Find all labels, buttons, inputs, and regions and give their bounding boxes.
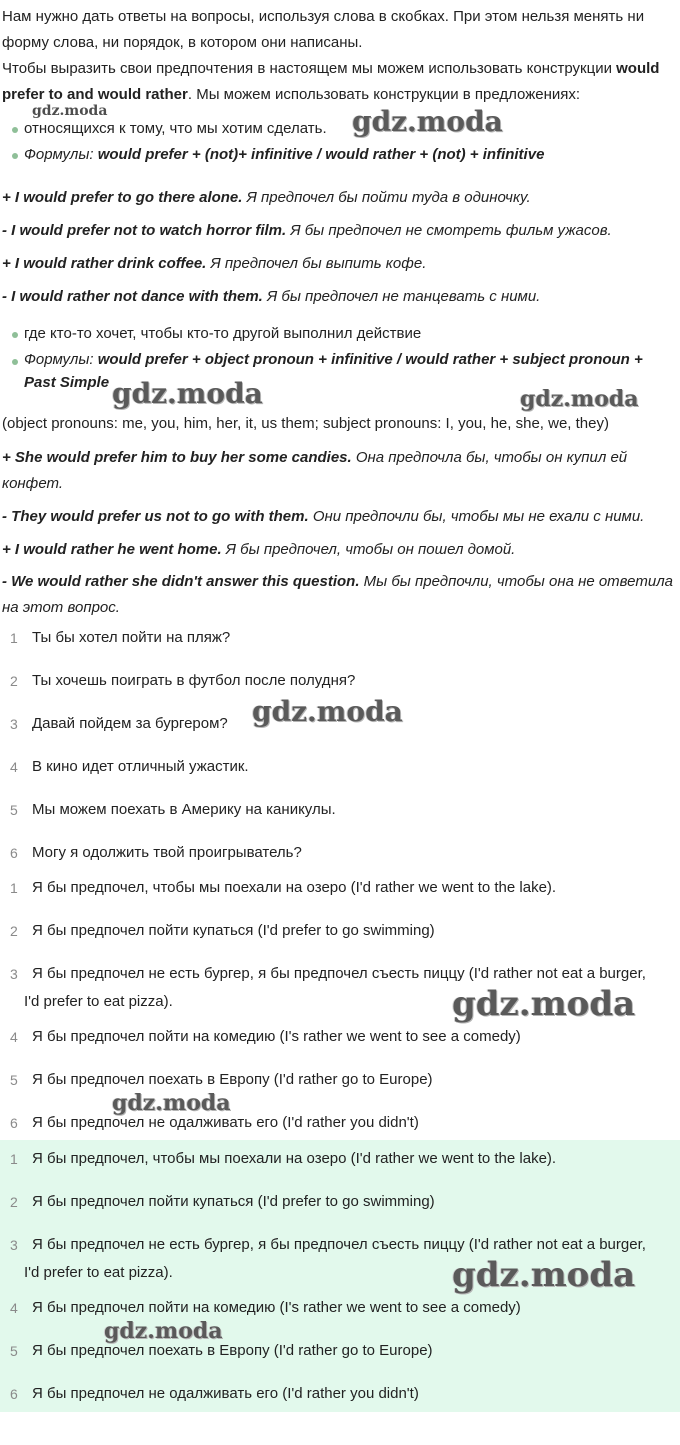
example-ru: Она предпочла бы, чтобы он купил ей конфет. xyxy=(2,449,628,492)
list-number: 2 xyxy=(10,1194,18,1210)
example-en: - They would prefer us not to go with them. xyxy=(2,508,309,525)
bullet-dot xyxy=(12,127,18,133)
list-number: 4 xyxy=(10,1029,18,1045)
answer-item: Я бы предпочел пойти купаться (I'd prefer to go swimming) xyxy=(32,922,435,939)
watermark-logo: gdz.moda xyxy=(32,103,108,119)
answer-item-highlighted: Я бы предпочел пойти на комедию (I's rather we went to see a comedy) xyxy=(32,1299,521,1316)
formula-2: would prefer + object pronoun + infinitive / would rather + subject pronoun + Past Simple xyxy=(24,351,643,391)
bullet-dot xyxy=(12,153,18,159)
example-6 xyxy=(2,504,676,530)
rule2-bullet-1: где кто-то хочет, чтобы кто-то другой выполнил действие xyxy=(24,325,422,342)
pronouns-note: (object pronouns: me, you, him, her, it, us them; subject pronouns: I, you, he, she, we, they) xyxy=(2,415,609,432)
list-number: 2 xyxy=(10,673,18,689)
answer-item: Я бы предпочел пойти на комедию (I's rather we went to see a comedy) xyxy=(32,1028,521,1045)
example-ru: Я предпочел бы выпить кофе. xyxy=(206,255,427,272)
answer-item: Я бы предпочел не одалживать его (I'd rather you didn't) xyxy=(32,1114,419,1131)
bullet-dot xyxy=(12,332,18,338)
list-number: 3 xyxy=(10,716,18,732)
watermark-logo: gdz.moda xyxy=(452,1255,636,1295)
intro-line-2a: Чтобы выразить свои предпочтения в настоящем мы можем использовать конструкции xyxy=(2,60,617,77)
list-number: 4 xyxy=(10,759,18,775)
example-en: + I would prefer to go there alone. xyxy=(2,189,243,206)
intro-line-2c: . Мы можем использовать конструкции в предложениях: xyxy=(187,86,581,103)
formula-label: Формулы: xyxy=(24,146,98,163)
list-number: 2 xyxy=(10,923,18,939)
example-en: - We would rather she didn't answer this question. xyxy=(2,573,360,590)
example-en: + I would rather he went home. xyxy=(2,541,222,558)
example-4 xyxy=(2,284,676,310)
list-number: 6 xyxy=(10,845,18,861)
watermark-logo: gdz.moda xyxy=(452,984,636,1024)
list-number: 5 xyxy=(10,802,18,818)
watermark-logo: gdz.moda xyxy=(112,377,263,410)
bullet-dot xyxy=(12,359,18,365)
example-en: - I would prefer not to watch horror film. xyxy=(2,222,287,239)
answer-item: Я бы предпочел, чтобы мы поехали на озеро (I'd rather we went to the lake). xyxy=(32,879,557,896)
list-number: 3 xyxy=(10,966,18,982)
intro-constructions xyxy=(2,56,676,108)
example-8 xyxy=(2,569,676,621)
example-ru: Я бы предпочел, чтобы он пошел домой. xyxy=(221,541,516,558)
intro-text xyxy=(2,4,676,56)
example-ru: Я бы предпочел не танцевать с ними. xyxy=(262,288,541,305)
list-number: 1 xyxy=(10,880,18,896)
question-item: Мы можем поехать в Америку на каникулы. xyxy=(32,801,336,818)
list-number: 5 xyxy=(10,1343,18,1359)
example-ru: Я предпочел бы пойти туда в одиночку. xyxy=(242,189,531,206)
list-number: 4 xyxy=(10,1300,18,1316)
example-en: + I would rather drink coffee. xyxy=(2,255,207,272)
example-en: + She would prefer him to buy her some candies. xyxy=(2,449,352,466)
watermark-logo: gdz.moda xyxy=(352,105,503,138)
answer-item: Я бы предпочел поехать в Европу (I'd rather go to Europe) xyxy=(32,1071,433,1088)
example-3 xyxy=(2,251,676,277)
watermark-logo: gdz.moda xyxy=(520,386,639,412)
question-item: В кино идет отличный ужастик. xyxy=(32,758,249,775)
answer-item-highlighted: Я бы предпочел не одалживать его (I'd rather you didn't) xyxy=(32,1385,419,1402)
example-en: - I would rather not dance with them. xyxy=(2,288,263,305)
example-ru: Мы бы предпочли, чтобы она не ответила на этот вопрос. xyxy=(2,573,673,616)
watermark-logo: gdz.moda xyxy=(252,695,403,728)
example-ru: Они предпочли бы, чтобы мы не ехали с ними. xyxy=(308,508,645,525)
formula-label: Формулы: xyxy=(24,351,98,368)
intro-line-2b: would prefer to and would rather xyxy=(2,60,660,103)
list-number: 6 xyxy=(10,1115,18,1131)
watermark-logo: gdz.moda xyxy=(104,1318,223,1344)
answer-item-highlighted: Я бы предпочел, чтобы мы поехали на озеро (I'd rather we went to the lake). xyxy=(32,1150,557,1167)
example-2 xyxy=(2,218,676,244)
example-7 xyxy=(2,537,676,563)
watermark-logo: gdz.moda xyxy=(112,1090,231,1116)
intro-line-1: Нам нужно дать ответы на вопросы, используя слова в скобках. При этом нельзя менять ни форму слова, ни порядок, в котором они написаны. xyxy=(2,8,645,51)
formula-1: would prefer + (not)+ infinitive / would rather + (not) + infinitive xyxy=(97,146,545,163)
rule1-bullet-1: относящихся к тому, что мы хотим сделать. xyxy=(24,120,327,137)
example-5 xyxy=(2,445,676,497)
question-item: Давай пойдем за бургером? xyxy=(32,715,228,732)
answer-item: Я бы предпочел не есть бургер, я бы предпочел съесть пиццу (I'd rather not eat a burger, I'd prefer to eat pizza). xyxy=(24,965,646,1010)
rule1-bullet-2 xyxy=(24,142,676,168)
list-number: 1 xyxy=(10,1151,18,1167)
example-1 xyxy=(2,185,676,211)
list-number: 1 xyxy=(10,630,18,646)
question-item: Ты бы хотел пойти на пляж? xyxy=(32,629,231,646)
question-item: Ты хочешь поиграть в футбол после полудня? xyxy=(32,672,356,689)
answer-item-highlighted: Я бы предпочел не есть бургер, я бы предпочел съесть пиццу (I'd rather not eat a burger, I'd prefer to eat pizza). xyxy=(24,1236,646,1281)
list-number: 5 xyxy=(10,1072,18,1088)
example-ru: Я бы предпочел не смотреть фильм ужасов. xyxy=(286,222,612,239)
list-number: 6 xyxy=(10,1386,18,1402)
answer-item-highlighted: Я бы предпочел пойти купаться (I'd prefer to go swimming) xyxy=(32,1193,435,1210)
list-number: 3 xyxy=(10,1237,18,1253)
answer-item-highlighted: Я бы предпочел поехать в Европу (I'd rather go to Europe) xyxy=(32,1342,433,1359)
question-item: Могу я одолжить твой проигрыватель? xyxy=(32,844,302,861)
